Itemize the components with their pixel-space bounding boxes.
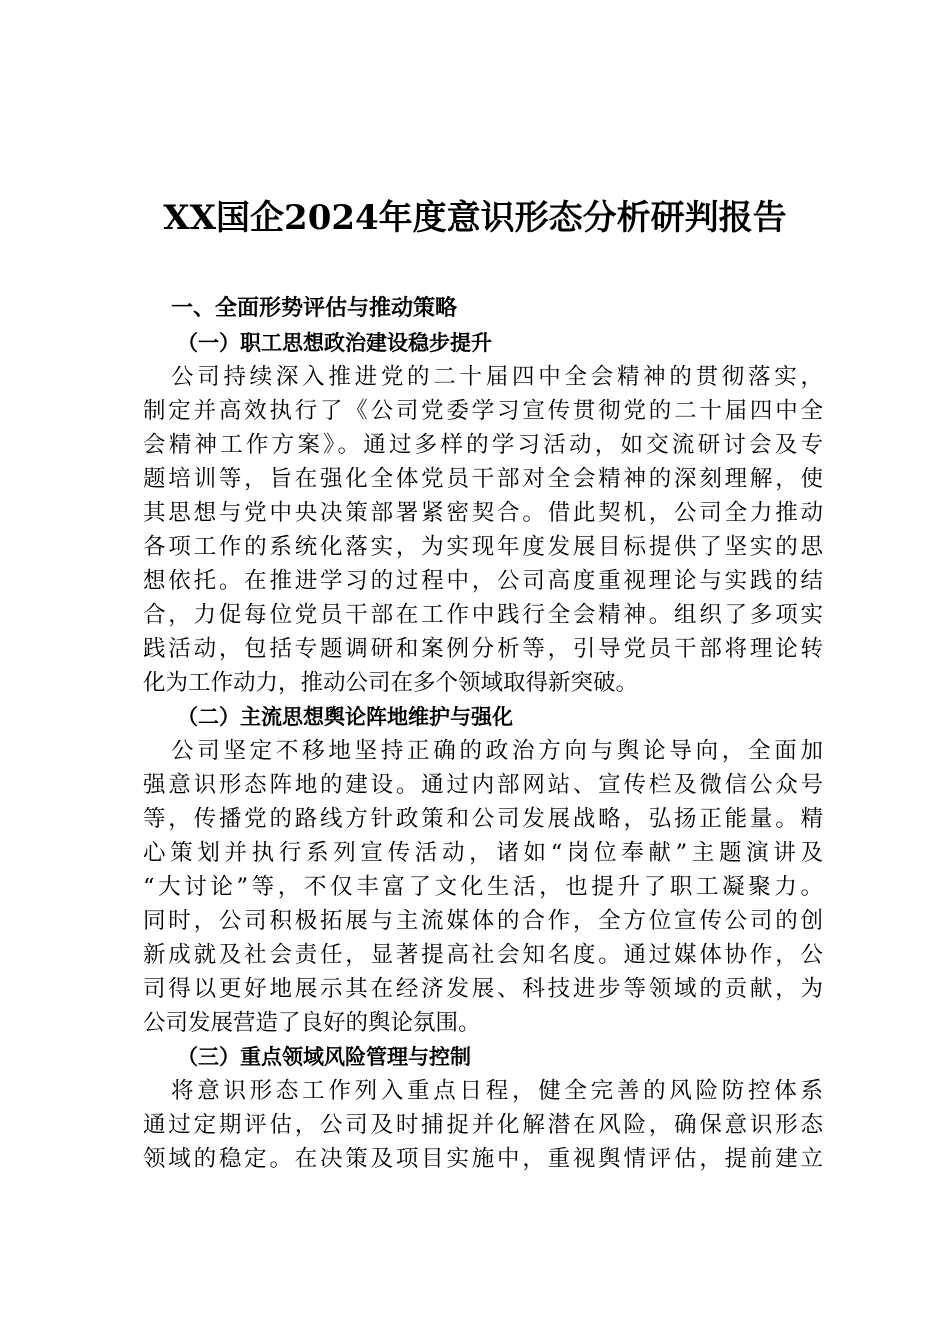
text-line: 公司持续深入推进党的二十届四中全会精神的贯彻落实， [171, 364, 823, 390]
subsection-heading: （三）重点领域风险管理与控制 [177, 1044, 471, 1069]
text-line: 司得以更好地展示其在经济发展、科技进步等领域的贡献，为 [143, 976, 823, 1002]
text-line: 制定并高效执行了《公司党委学习宣传贯彻党的二十届四中全 [143, 398, 823, 424]
text-line: 化为工作动力，推动公司在多个领域取得新突破。 [143, 670, 639, 696]
text-line: 各项工作的系统化落实，为实现年度发展目标提供了坚实的思 [143, 534, 823, 560]
text-line: 将意识形态工作列入重点日程，健全完善的风险防控体系 [171, 1078, 823, 1104]
text-line: 强意识形态阵地的建设。通过内部网站、宣传栏及微信公众号 [143, 772, 823, 798]
text-line: 其思想与党中央决策部署紧密契合。借此契机，公司全力推动 [143, 500, 823, 526]
text-line: 同时，公司积极拓展与主流媒体的合作，全方位宣传公司的创 [143, 908, 823, 934]
subsection-heading: （一）职工思想政治建设稳步提升 [177, 330, 492, 355]
document-body [143, 292, 823, 1176]
text-line: 新成就及社会责任，显著提高社会知名度。通过媒体协作，公 [143, 942, 823, 968]
section-heading: 一、全面形势评估与推动策略 [171, 296, 458, 321]
subsection-heading: （二）主流思想舆论阵地维护与强化 [177, 704, 513, 729]
text-line: 题培训等，旨在强化全体党员干部对全会精神的深刻理解，使 [143, 466, 823, 492]
paragraph [143, 360, 823, 700]
text-line: “大讨论”等，不仅丰富了文化生活，也提升了职工凝聚力。 [143, 874, 823, 900]
document-title: XX国企2024年度意识形态分析研判报告 [163, 198, 787, 238]
text-line: 想依托。在推进学习的过程中，公司高度重视理论与实践的结 [143, 568, 823, 594]
text-line: 公司发展营造了良好的舆论氛围。 [143, 1010, 481, 1036]
text-line: 心策划并执行系列宣传活动，诸如“岗位奉献”主题演讲及 [143, 840, 823, 866]
text-line: 践活动，包括专题调研和案例分析等，引导党员干部将理论转 [143, 636, 823, 662]
text-line: 合，力促每位党员干部在工作中践行全会精神。组织了多项实 [143, 602, 823, 628]
paragraph [143, 734, 823, 1040]
paragraph [143, 1074, 823, 1176]
text-line: 领域的稳定。在决策及项目实施中，重视舆情评估，提前建立 [143, 1146, 823, 1172]
text-line: 公司坚定不移地坚持正确的政治方向与舆论导向，全面加 [171, 738, 823, 764]
text-line: 等，传播党的路线方针政策和公司发展战略，弘扬正能量。精 [143, 806, 823, 832]
text-line: 通过定期评估，公司及时捕捉并化解潜在风险，确保意识形态 [143, 1112, 823, 1138]
text-line: 会精神工作方案》。通过多样的学习活动，如交流研讨会及专 [143, 432, 823, 458]
